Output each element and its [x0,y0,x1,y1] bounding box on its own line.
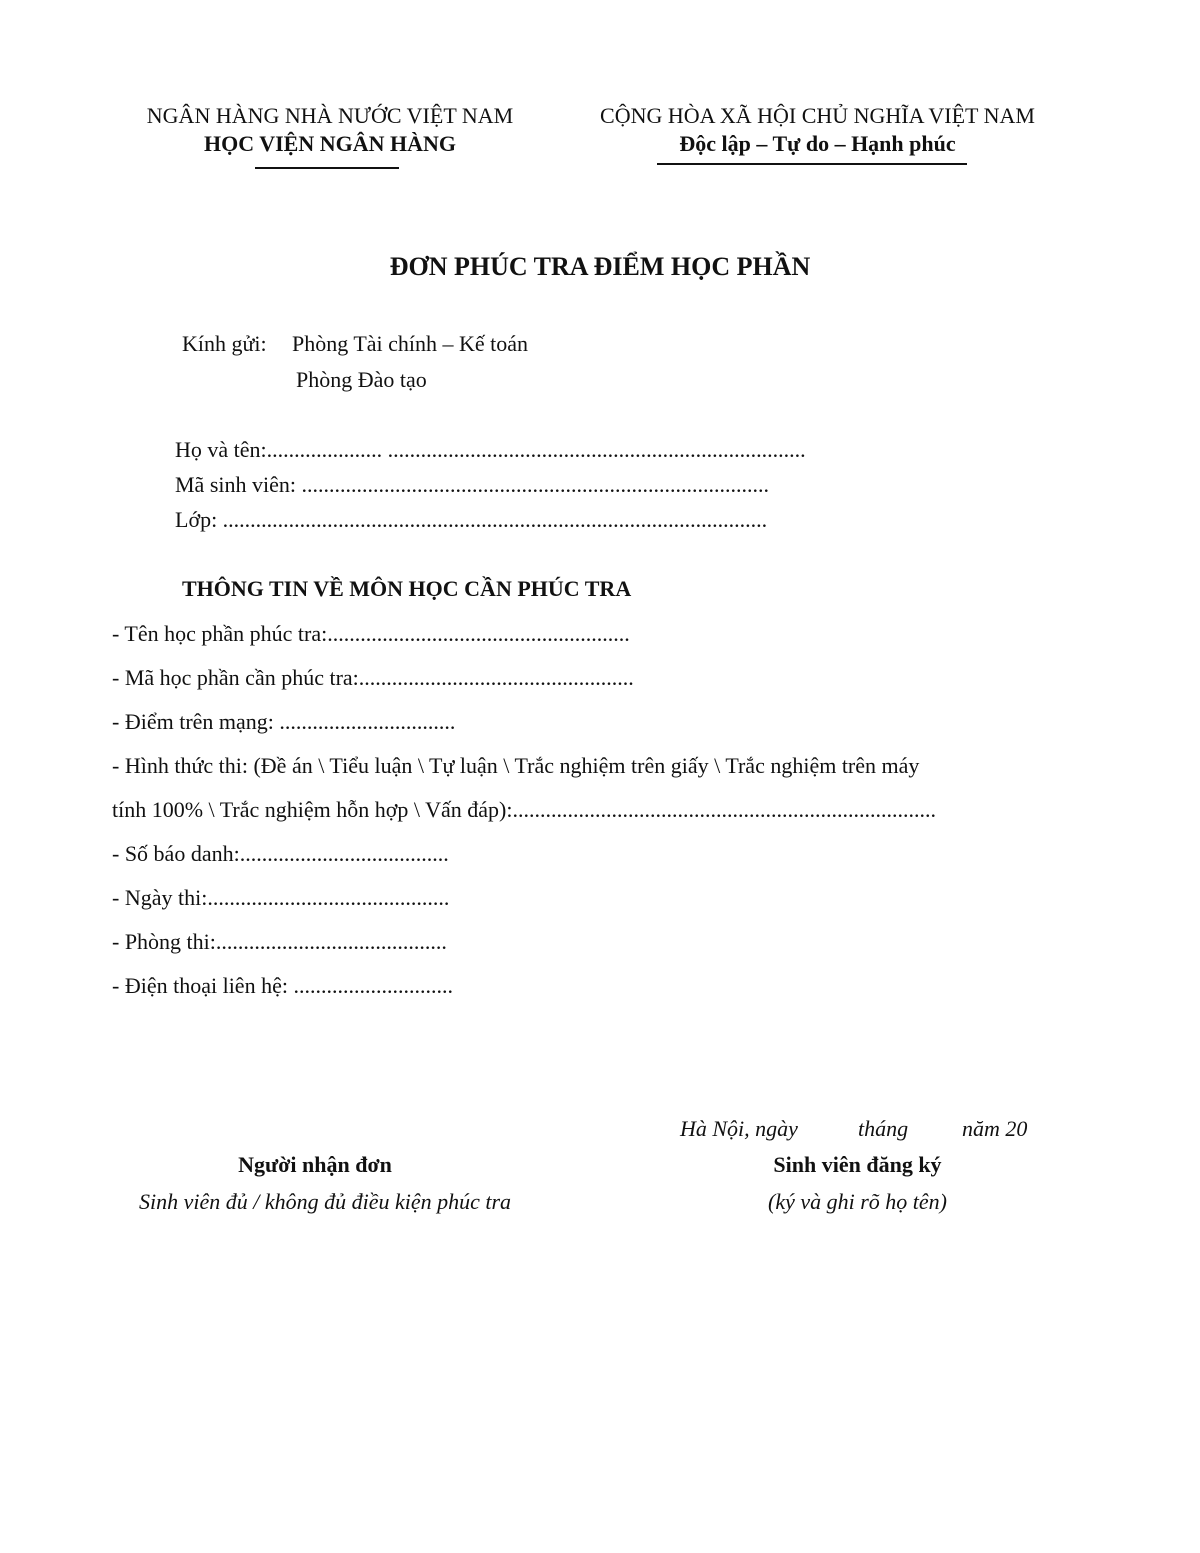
section-title: THÔNG TIN VỀ MÔN HỌC CẦN PHÚC TRA [182,576,632,601]
exam-room-field[interactable]: - Phòng thi:.......................................... [112,929,447,954]
candidate-number-field[interactable]: - Số báo danh:...................................... [112,841,449,866]
student-signature-note: (ký và ghi rõ họ tên) [768,1189,947,1214]
student-id-field[interactable]: Mã sinh viên: ..................................................................................... [175,472,769,497]
right-header-underline [657,163,967,165]
course-code-field[interactable]: - Mã học phần cần phúc tra:.................................................. [112,665,634,690]
country-name: CỘNG HÒA XÃ HỘI CHỦ NGHĨA VIỆT NAM [600,103,1035,128]
document-title: ĐƠN PHÚC TRA ĐIỂM HỌC PHẦN [389,252,811,281]
place-label: Hà Nội, ngày [680,1116,798,1141]
course-name-field[interactable]: - Tên học phần phúc tra:....................................................... [112,621,630,646]
recipient-training: Phòng Đào tạo [296,367,427,392]
institution-name: HỌC VIỆN NGÂN HÀNG [203,131,456,156]
receiver-title: Người nhận đơn [238,1152,392,1177]
receiver-note: Sinh viên đủ / không đủ điều kiện phúc tra [138,1189,512,1214]
exam-date-field[interactable]: - Ngày thi:............................................ [112,885,450,910]
recipient-label: Kính gửi: [182,331,267,356]
student-name-field[interactable]: Họ và tên:..................... ............................................................................ [175,437,806,462]
student-class-field[interactable]: Lớp: ................................................................................................... [175,507,768,532]
student-signature-title: Sinh viên đăng ký [773,1152,942,1177]
phone-field[interactable]: - Điện thoại liên hệ: ............................. [112,973,453,998]
left-header-underline [255,167,399,169]
exam-form-field-line1[interactable]: - Hình thức thi: (Đề án \ Tiểu luận \ Tự luận \ Trắc nghiệm trên giấy \ Trắc nghiệm trên máy [112,753,920,778]
year-label: năm 20 [962,1116,1028,1141]
recipient-finance: Phòng Tài chính – Kế toán [292,331,529,356]
exam-form-field-line2[interactable]: tính 100% \ Trắc nghiệm hỗn hợp \ Vấn đáp):............................................................................. [112,797,936,822]
ministry-name: NGÂN HÀNG NHÀ NƯỚC VIỆT NAM [146,103,514,128]
online-score-field[interactable]: - Điểm trên mạng: ................................ [112,709,456,734]
month-label: tháng [858,1116,909,1141]
national-motto: Độc lập – Tự do – Hạnh phúc [679,131,956,156]
